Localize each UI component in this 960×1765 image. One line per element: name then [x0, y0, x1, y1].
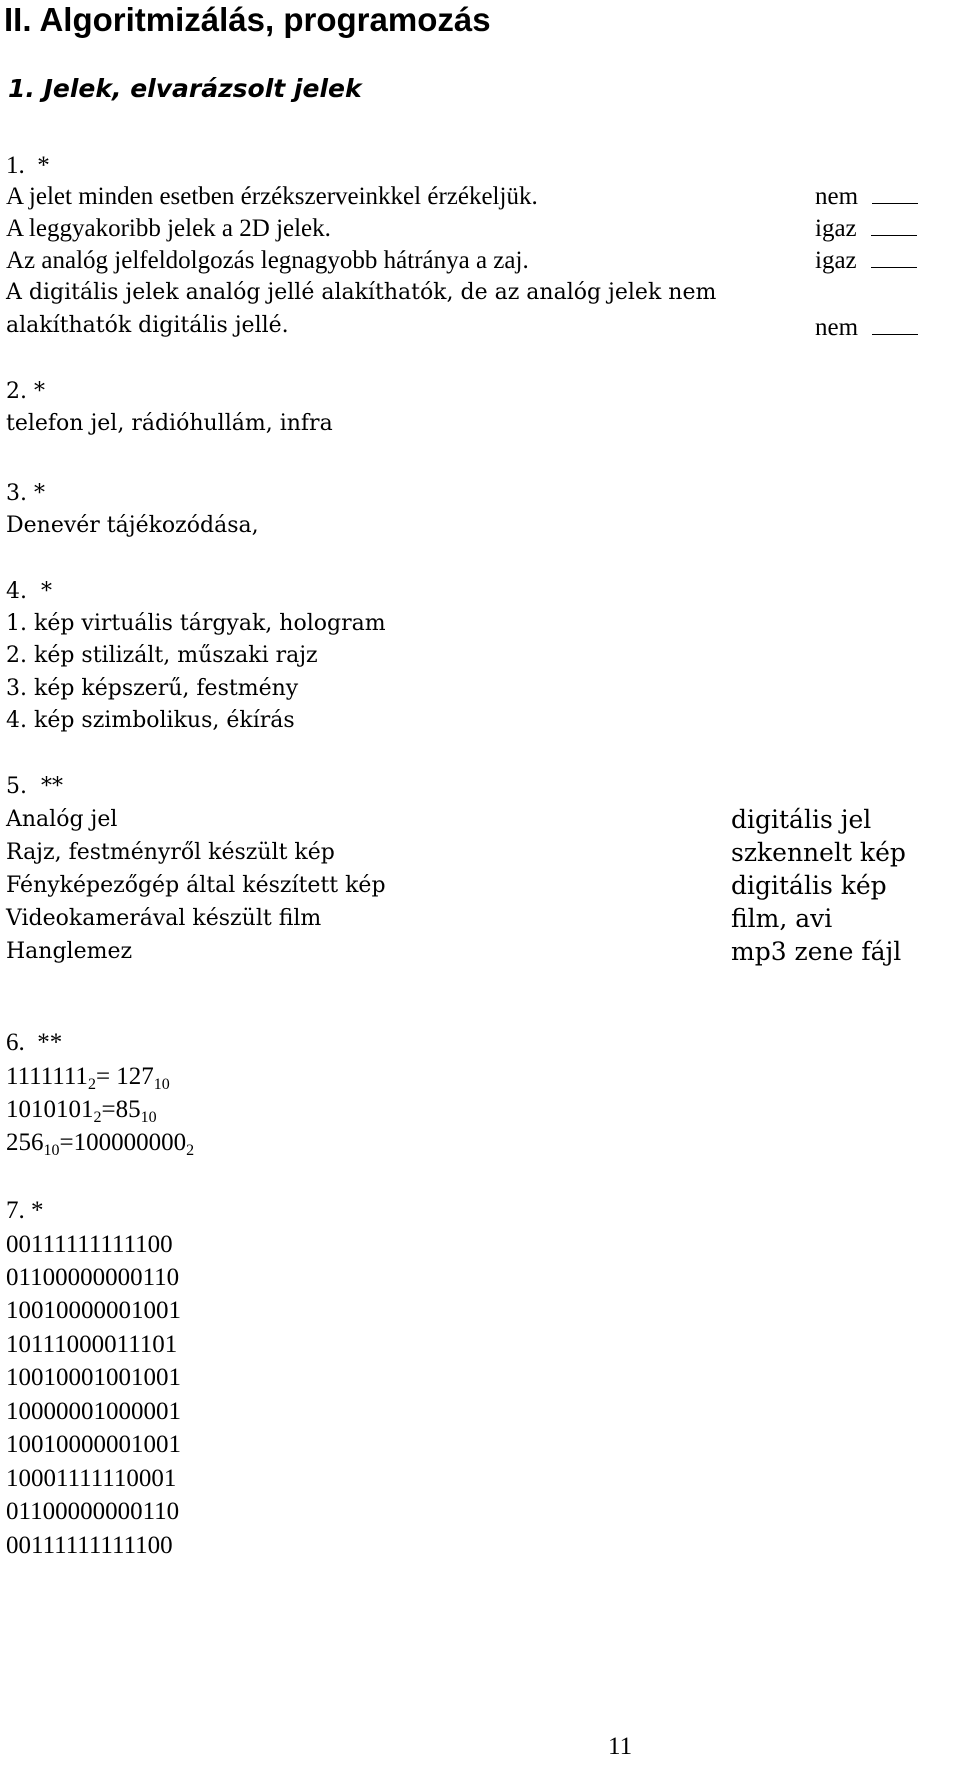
q4-item-4: 4. kép szimbolikus, ékírás	[6, 708, 295, 733]
q5-row-2-right: digitális kép	[731, 871, 887, 900]
q5-row-4-left: Hanglemez	[6, 939, 133, 964]
q1-answer-4: nem	[815, 312, 918, 344]
answer-blank	[872, 202, 918, 204]
q1-statement-4-line2: alakíthatók digitális jellé.	[6, 313, 289, 338]
answer-blank	[872, 333, 918, 335]
q5-label: 5. **	[6, 774, 63, 799]
q1-answer-1: nem	[815, 181, 918, 213]
q6-conversion-1: $1111111_2= 127_{10}$	[6, 1063, 170, 1093]
q5-row-1-right: szkennelt kép	[731, 838, 906, 867]
q4-item-1: 1. kép virtuális tárgyak, hologram	[6, 611, 386, 636]
section-title: 1. Jelek, elvarázsolt jelek	[8, 74, 362, 103]
q6-conversion-2: $1010101_2=85_{10}$	[6, 1096, 157, 1126]
answer-blank	[871, 234, 917, 236]
q7-row: 10001111110001	[6, 1465, 177, 1492]
q2-label: 2. *	[6, 379, 45, 404]
answer-blank	[871, 266, 917, 268]
q1-label: 1. *	[6, 152, 50, 179]
q3-answer: Denevér tájékozódása,	[6, 513, 259, 538]
q5-header-right: digitális jel	[731, 805, 872, 834]
q1-answer-3: igaz	[815, 245, 917, 277]
q5-row-3-left: Videokamerával készült film	[6, 906, 322, 931]
q7-row: 00111111111100	[6, 1532, 173, 1559]
q7-row: 10010000001001	[6, 1297, 181, 1324]
q2-answer: telefon jel, rádióhullám, infra	[6, 411, 333, 436]
q7-row: 10111000011101	[6, 1331, 178, 1358]
q7-label: 7. *	[6, 1197, 44, 1224]
chapter-title: II. Algoritmizálás, programozás	[4, 1, 491, 38]
q7-row: 01100000000110	[6, 1264, 180, 1291]
q7-row: 01100000000110	[6, 1498, 180, 1525]
q1-statement-1: A jelet minden esetben érzékszerveinkkel érzékeljük.	[6, 183, 538, 210]
q5-row-1-left: Rajz, festményről készült kép	[6, 840, 335, 865]
q4-item-2: 2. kép stilizált, műszaki rajz	[6, 643, 318, 668]
q4-item-3: 3. kép képszerű, festmény	[6, 676, 299, 701]
q7-row: 10000001000001	[6, 1398, 181, 1425]
q3-label: 3. *	[6, 481, 45, 506]
q7-row: 10010000001001	[6, 1431, 181, 1458]
q1-statement-3: Az analóg jelfeldolgozás legnagyobb hátránya a zaj.	[6, 247, 529, 274]
q5-header-left: Analóg jel	[6, 807, 118, 832]
q1-answer-2: igaz	[815, 213, 917, 245]
q1-statement-2: A leggyakoribb jelek a 2D jelek.	[6, 215, 331, 242]
q6-conversion-3: $256_{10}=100000000_2$	[6, 1129, 195, 1159]
q7-row: 10010001001001	[6, 1364, 181, 1391]
q5-row-2-left: Fényképezőgép által készített kép	[6, 873, 386, 898]
q6-label: 6. **	[6, 1029, 63, 1056]
q5-row-3-right: film, avi	[731, 904, 833, 933]
q5-row-4-right: mp3 zene fájl	[731, 937, 902, 966]
q7-row: 00111111111100	[6, 1231, 173, 1258]
page-number: 11	[608, 1733, 633, 1760]
q4-label: 4. *	[6, 579, 52, 604]
q1-statement-4-line1: A digitális jelek analóg jellé alakíthatók, de az analóg jelek nem	[6, 280, 717, 305]
